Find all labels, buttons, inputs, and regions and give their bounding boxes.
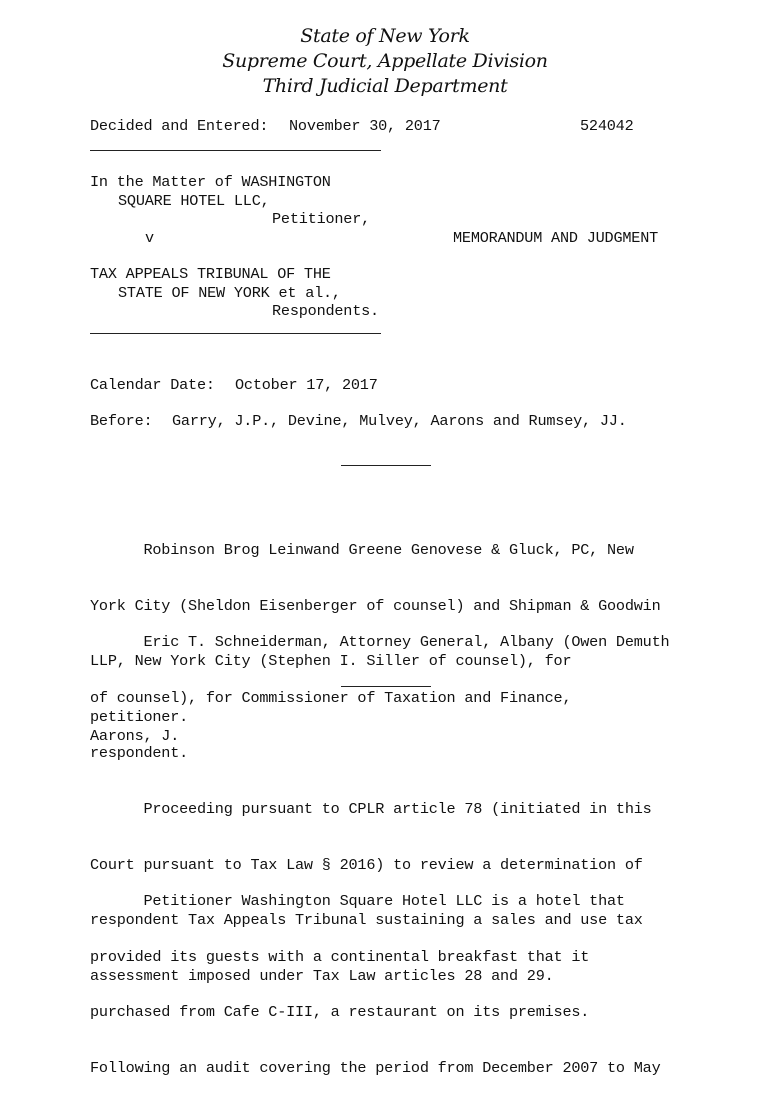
paragraph-line: Court pursuant to Tax Law § 2016) to review a determination of xyxy=(90,855,643,874)
counsel-line: Eric T. Schneiderman, Attorney General, Albany (Owen Demuth xyxy=(90,633,670,651)
respondent-name-line1: TAX APPEALS TRIBUNAL OF THE xyxy=(90,265,331,283)
decided-label: Decided and Entered: xyxy=(90,117,269,135)
paragraph-line: assessment imposed under Tax Law articles 28 and 29. xyxy=(90,966,554,985)
court-header xyxy=(0,24,770,99)
caption-top-rule xyxy=(90,150,381,151)
calendar-label: Calendar Date: xyxy=(90,376,215,394)
paragraph-line: respondent Tax Appeals Tribunal sustaining a sales and use tax xyxy=(90,911,643,929)
decided-date: November 30, 2017 xyxy=(289,117,441,135)
counsel-line: petitioner. xyxy=(90,707,189,726)
paragraph-line: provided its guests with a continental breakfast that it xyxy=(90,947,590,966)
counsel-respondent xyxy=(90,596,669,781)
section-divider-2 xyxy=(341,686,431,687)
counsel-line: Robinson Brog Leinwand Greene Genovese & Gluck, PC, New xyxy=(90,541,634,559)
paragraph-line: Proceeding pursuant to CPLR article 78 (initiated in this xyxy=(90,800,652,818)
opinion-paragraph-2 xyxy=(90,855,661,1096)
respondent-name-line2: STATE OF NEW YORK et al., xyxy=(118,283,341,302)
paragraph-line: purchased from Cafe C-III, a restaurant on its premises. xyxy=(90,1003,590,1021)
petitioner-name-line1: In the Matter of WASHINGTON xyxy=(90,173,331,191)
counsel-line: respondent. xyxy=(90,744,189,762)
court-department: Third Judicial Department xyxy=(262,75,508,97)
opinion-author: Aarons, J. xyxy=(90,727,180,745)
petitioner-name-line2: SQUARE HOTEL LLC, xyxy=(118,191,270,210)
petitioner-role: Petitioner, xyxy=(272,210,371,228)
court-state: State of New York xyxy=(300,25,470,47)
document-type: MEMORANDUM AND JUDGMENT xyxy=(453,228,659,247)
court-name: Supreme Court, Appellate Division xyxy=(222,50,548,72)
counsel-line: LLP, New York City (Stephen I. Siller of counsel), for xyxy=(90,652,572,670)
before-judges: Garry, J.P., Devine, Mulvey, Aarons and Rumsey, JJ. xyxy=(172,412,627,430)
paragraph-line: Petitioner Washington Square Hotel LLC is a hotel that xyxy=(90,892,625,910)
caption-bottom-rule xyxy=(90,333,381,334)
section-divider-1 xyxy=(341,465,431,466)
counsel-line: York City (Sheldon Eisenberger of counsel) and Shipman & Goodwin xyxy=(90,596,661,615)
before-label: Before: xyxy=(90,412,153,430)
counsel-line: of counsel), for Commissioner of Taxation and Finance, xyxy=(90,688,572,707)
calendar-date: October 17, 2017 xyxy=(235,376,378,394)
paragraph-line: Following an audit covering the period from December 2007 to May xyxy=(90,1058,661,1077)
docket-number: 524042 xyxy=(580,117,634,135)
respondent-role: Respondents. xyxy=(272,302,379,320)
versus: v xyxy=(145,228,154,247)
